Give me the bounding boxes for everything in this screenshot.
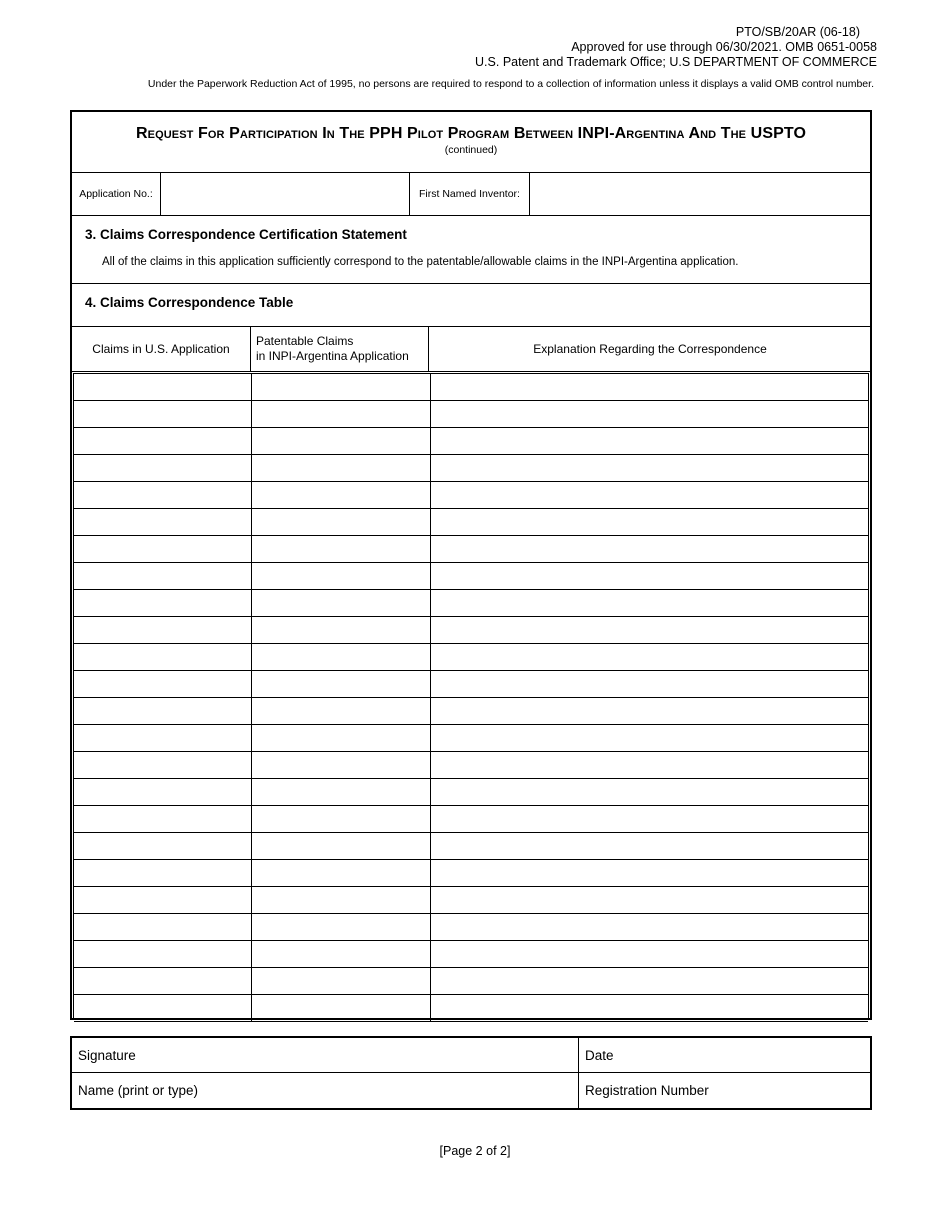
- inpi-claims-cell[interactable]: [252, 482, 431, 508]
- table-row: [74, 644, 868, 671]
- us-claims-cell[interactable]: [74, 914, 252, 940]
- us-claims-cell[interactable]: [74, 428, 252, 454]
- explanation-cell[interactable]: [431, 698, 868, 724]
- us-claims-cell[interactable]: [74, 671, 252, 697]
- form-subtitle: (continued): [444, 144, 498, 156]
- application-no-field[interactable]: [160, 172, 410, 215]
- explanation-cell[interactable]: [431, 833, 868, 859]
- form-box: [70, 110, 872, 1020]
- us-claims-cell[interactable]: [74, 401, 252, 427]
- inpi-claims-cell[interactable]: [252, 536, 431, 562]
- table-row: [74, 671, 868, 698]
- first-inventor-field[interactable]: [530, 172, 870, 215]
- explanation-cell[interactable]: [431, 860, 868, 886]
- inpi-claims-cell[interactable]: [252, 941, 431, 967]
- us-claims-cell[interactable]: [74, 995, 252, 1021]
- explanation-cell[interactable]: [431, 941, 868, 967]
- explanation-cell[interactable]: [431, 590, 868, 616]
- us-claims-cell[interactable]: [74, 806, 252, 832]
- signature-block: [70, 1036, 872, 1110]
- signature-label: Signature: [78, 1047, 136, 1063]
- inpi-claims-cell[interactable]: [252, 968, 431, 994]
- us-claims-cell[interactable]: [74, 968, 252, 994]
- us-claims-cell[interactable]: [74, 941, 252, 967]
- table-row: [74, 887, 868, 914]
- explanation-cell[interactable]: [431, 914, 868, 940]
- inpi-claims-cell[interactable]: [252, 833, 431, 859]
- us-claims-cell[interactable]: [74, 833, 252, 859]
- inpi-claims-cell[interactable]: [252, 995, 431, 1021]
- table-row: [74, 806, 868, 833]
- correspondence-table: [73, 373, 869, 1019]
- table-row: [74, 401, 868, 428]
- table-row: [74, 455, 868, 482]
- table-row: [74, 698, 868, 725]
- explanation-cell[interactable]: [431, 752, 868, 778]
- inpi-claims-cell[interactable]: [252, 806, 431, 832]
- table-row: [74, 914, 868, 941]
- inpi-claims-cell[interactable]: [252, 698, 431, 724]
- us-claims-cell[interactable]: [74, 860, 252, 886]
- table-row: [74, 536, 868, 563]
- us-claims-cell[interactable]: [74, 887, 252, 913]
- us-claims-cell[interactable]: [74, 698, 252, 724]
- correspondence-table-heading: 4. Claims Correspondence Table: [85, 295, 294, 310]
- us-claims-cell[interactable]: [74, 725, 252, 751]
- correspondence-table-section: [72, 284, 870, 327]
- table-row: [74, 941, 868, 968]
- title-area: [72, 112, 870, 173]
- us-claims-cell[interactable]: [74, 374, 252, 400]
- explanation-cell[interactable]: [431, 563, 868, 589]
- explanation-cell[interactable]: [431, 455, 868, 481]
- inpi-claims-cell[interactable]: [252, 590, 431, 616]
- table-row: [74, 617, 868, 644]
- explanation-cell[interactable]: [431, 671, 868, 697]
- inpi-claims-cell[interactable]: [252, 887, 431, 913]
- explanation-cell[interactable]: [431, 482, 868, 508]
- explanation-cell[interactable]: [431, 968, 868, 994]
- inpi-claims-cell[interactable]: [252, 455, 431, 481]
- explanation-cell[interactable]: [431, 509, 868, 535]
- inpi-claims-cell[interactable]: [252, 752, 431, 778]
- table-row: [74, 509, 868, 536]
- inpi-claims-cell[interactable]: [252, 563, 431, 589]
- table-row: [74, 860, 868, 887]
- us-claims-cell[interactable]: [74, 617, 252, 643]
- explanation-cell[interactable]: [431, 374, 868, 400]
- explanation-cell[interactable]: [431, 617, 868, 643]
- first-inventor-label: First Named Inventor:: [410, 172, 530, 215]
- explanation-cell[interactable]: [431, 995, 868, 1021]
- inpi-claims-cell[interactable]: [252, 671, 431, 697]
- column-header-us-claims: Claims in U.S. Application: [72, 327, 251, 371]
- us-claims-cell[interactable]: [74, 644, 252, 670]
- table-row: [74, 725, 868, 752]
- inpi-claims-cell[interactable]: [252, 914, 431, 940]
- registration-number-field[interactable]: [579, 1073, 870, 1108]
- table-row: [74, 968, 868, 995]
- us-claims-cell[interactable]: [74, 563, 252, 589]
- date-field[interactable]: [579, 1038, 870, 1073]
- inpi-claims-cell[interactable]: [252, 725, 431, 751]
- inpi-claims-cell[interactable]: [252, 617, 431, 643]
- table-row: [74, 374, 868, 401]
- inpi-claims-cell[interactable]: [252, 428, 431, 454]
- printed-name-label: Name (print or type): [78, 1083, 199, 1098]
- explanation-cell[interactable]: [431, 725, 868, 751]
- paperwork-notice: Under the Paperwork Reduction Act of 1995, no persons are required to respond to a collection of information unless it displays a valid OMB control number.: [147, 78, 874, 90]
- explanation-cell[interactable]: [431, 887, 868, 913]
- table-row: [74, 482, 868, 509]
- inpi-claims-cell[interactable]: [252, 401, 431, 427]
- us-claims-cell[interactable]: [74, 779, 252, 805]
- explanation-cell[interactable]: [431, 806, 868, 832]
- us-claims-cell[interactable]: [74, 455, 252, 481]
- us-claims-cell[interactable]: [74, 482, 252, 508]
- table-row: [74, 779, 868, 806]
- registration-number-label: Registration Number: [585, 1083, 709, 1098]
- certification-section: [72, 216, 870, 284]
- inpi-claims-cell[interactable]: [252, 779, 431, 805]
- column-header-inpi-claims: [251, 327, 429, 371]
- application-row: [72, 172, 870, 216]
- explanation-cell[interactable]: [431, 536, 868, 562]
- table-row: [74, 752, 868, 779]
- form-number: PTO/SB/20AR (06-18): [735, 25, 860, 39]
- inpi-claims-cell[interactable]: [252, 509, 431, 535]
- explanation-cell[interactable]: [431, 428, 868, 454]
- table-row: [74, 590, 868, 617]
- table-row: [74, 563, 868, 590]
- certification-statement: All of the claims in this application sufficiently correspond to the patentable/allowable claims in the INPI-Argentina application.: [102, 256, 739, 268]
- inpi-claims-cell[interactable]: [252, 374, 431, 400]
- us-claims-cell[interactable]: [74, 590, 252, 616]
- us-claims-cell[interactable]: [74, 536, 252, 562]
- application-no-label: Application No.:: [72, 172, 161, 215]
- explanation-cell[interactable]: [431, 401, 868, 427]
- approval-line: Approved for use through 06/30/2021. OMB 0651-0058: [571, 40, 877, 54]
- table-row: [74, 995, 868, 1022]
- column-header-inpi-line2: in INPI-Argentina Application: [256, 349, 409, 363]
- signature-field[interactable]: [72, 1038, 579, 1073]
- column-header-inpi-line1: Patentable Claims: [256, 334, 354, 348]
- explanation-cell[interactable]: [431, 644, 868, 670]
- page-number: [Page 2 of 2]: [439, 1144, 511, 1158]
- printed-name-field[interactable]: [72, 1073, 579, 1108]
- us-claims-cell[interactable]: [74, 752, 252, 778]
- inpi-claims-cell[interactable]: [252, 644, 431, 670]
- agency-line: U.S. Patent and Trademark Office; U.S DEPARTMENT OF COMMERCE: [475, 55, 877, 69]
- form-title: Request For Participation In The PPH Pilot Program Between INPI-Argentina And The USPTO: [136, 125, 806, 142]
- table-row: [74, 833, 868, 860]
- table-header: [72, 327, 870, 372]
- certification-heading: 3. Claims Correspondence Certification Statement: [85, 227, 407, 242]
- column-header-explanation: Explanation Regarding the Correspondence: [533, 342, 767, 356]
- explanation-cell[interactable]: [431, 779, 868, 805]
- us-claims-cell[interactable]: [74, 509, 252, 535]
- form-header: [475, 25, 877, 70]
- table-row: [74, 428, 868, 455]
- inpi-claims-cell[interactable]: [252, 860, 431, 886]
- date-label: Date: [585, 1047, 614, 1063]
